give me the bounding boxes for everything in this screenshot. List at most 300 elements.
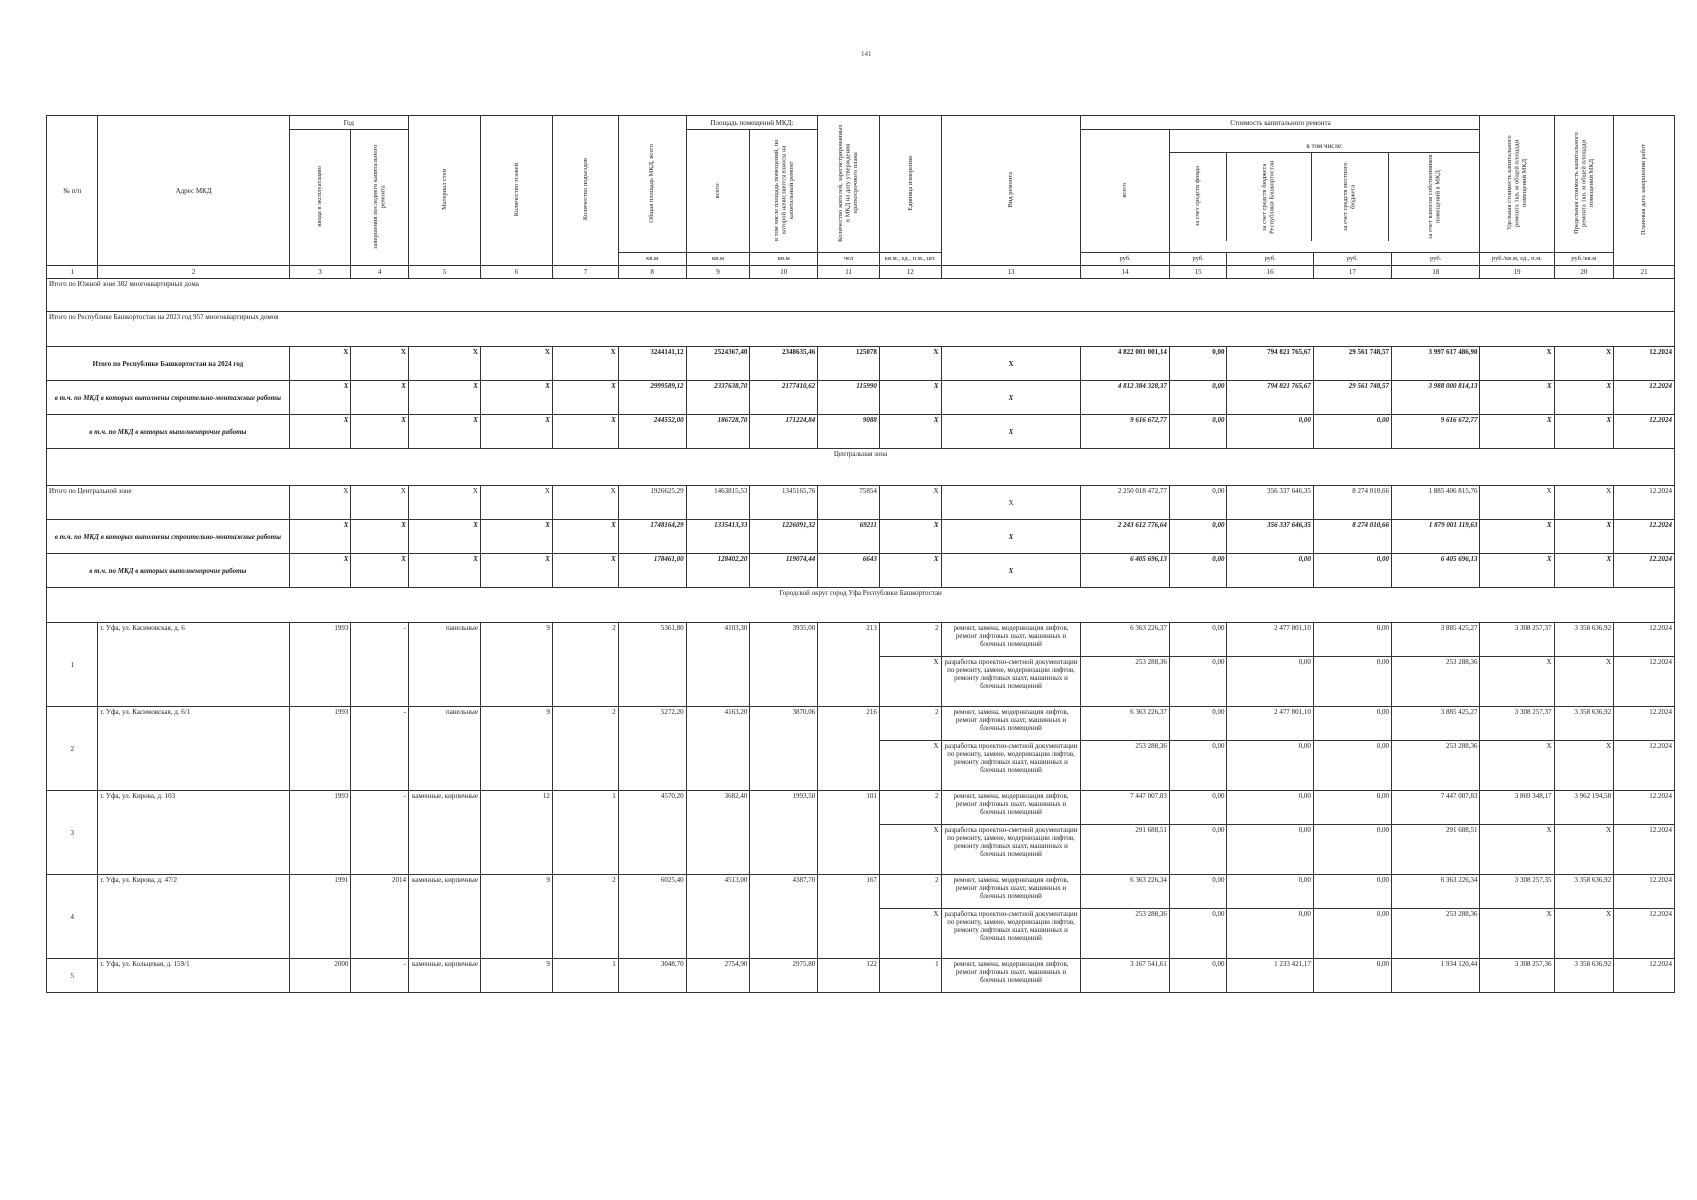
building-address: г. Уфа, ул. Касимовская, д. 6 [98,623,289,707]
x-mark: Х [941,486,1081,520]
building-address: г. Уфа, ул. Кирова, д. 103 [98,791,289,875]
area-all: 1335413,33 [686,520,750,554]
central-summary-row [47,520,1675,554]
cost-republic: 0,00 [1227,875,1313,909]
planned-date: 12.2024 [1614,657,1675,707]
cost-owners: 6 405 696,13 [1391,554,1480,588]
column-number: 11 [818,266,880,279]
limit-cost: Х [1554,741,1614,791]
cost-owners: 7 447 007,83 [1391,791,1480,825]
unit-republic: руб. [1227,253,1313,266]
column-number: 5 [408,266,480,279]
cost-fund: 0,00 [1169,554,1227,588]
summary-2024-row [47,381,1675,415]
x-mark: Х [480,381,552,415]
entrances: 1 [552,959,618,993]
cost-owners: 6 363 226,34 [1391,875,1480,909]
wall-material: панельные [408,707,480,791]
year-commission: 1993 [289,791,351,875]
unit-total-area: кв.м [618,253,686,266]
building-row [47,791,1675,825]
limit-cost: 3 358 636,92 [1554,707,1614,741]
cost-fund: 0,00 [1169,875,1227,909]
x-mark: Х [552,554,618,588]
building-row [47,707,1675,741]
residents: 75854 [818,486,880,520]
central-summary-row [47,486,1675,520]
unit-owners: руб. [1391,253,1480,266]
limit-cost: Х [1554,825,1614,875]
cost-local: 0,00 [1313,909,1391,959]
x-mark: Х [351,554,409,588]
x-mark: Х [408,486,480,520]
quantity: 2 [879,707,941,741]
cost-fund: 0,00 [1169,707,1227,741]
wall-material: каменные, кирпичные [408,791,480,875]
x-mark: Х [1480,554,1554,588]
residents: 167 [818,875,880,959]
total-area: 3048,70 [618,959,686,993]
ufa-row [47,588,1675,623]
unit-limit-cost: руб./кв.м [1554,253,1614,266]
quantity: 2 [879,623,941,657]
column-number: 1 [47,266,98,279]
cost-fund: 0,00 [1169,347,1227,381]
unit-cost: Х [1480,909,1554,959]
area-all: 4163,20 [686,707,750,791]
x-mark: Х [480,486,552,520]
header-floors: Количество этажей [512,162,520,217]
residents: 6643 [818,554,880,588]
cost-total: 6 363 226,37 [1081,623,1169,657]
x-mark: Х [408,381,480,415]
x-mark: Х [941,554,1081,588]
cost-owners: 253 288,36 [1391,741,1480,791]
column-number: 20 [1554,266,1614,279]
total-area: 3244141,12 [618,347,686,381]
building-row [47,959,1675,993]
x-mark: Х [351,486,409,520]
residents: 213 [818,623,880,707]
area-all: 2337638,70 [686,381,750,415]
cost-local: 8 274 010,66 [1313,486,1391,520]
republic-2023-row-label: Итого по Республике Башкортостан на 2023 год 957 многоквартирных домов [47,312,1675,347]
column-number: 2 [98,266,289,279]
cost-republic: 794 821 765,67 [1227,347,1313,381]
summary-label: в т.ч. по МКД в которых выполненпрочие работы [47,554,290,588]
floors: 9 [480,623,552,707]
unit-residents: чел [818,253,880,266]
unit-cost: 3 308 257,36 [1480,959,1554,993]
x-mark: Х [1480,415,1554,449]
x-mark: Х [351,415,409,449]
header-cost-fund: за счет средств фонда [1194,166,1202,227]
year-last-repair: - [351,959,409,993]
repair-type: разработка проектно-сметной документации по ремонту, замене, модернизации лифтов, ремонту лифтовых шахт, машинных и блочных помещений [941,657,1081,707]
header-wall-material: Материал стен [440,169,448,210]
central-zone-row-label: Центральная зона [47,449,1675,486]
planned-date: 12.2024 [1614,347,1675,381]
summary-label: в т.ч. по МКД в которых выполненпрочие работы [47,415,290,449]
unit-area-all: кв.м [686,253,750,266]
entrances: 2 [552,875,618,959]
building-address: г. Уфа, ул. Кирова, д. 47/2 [98,875,289,959]
repair-type: ремонт, замена, модернизация лифтов, ремонт лифтовых шахт, машинных и блочных помещений [941,707,1081,741]
planned-date: 12.2024 [1614,415,1675,449]
header-limit-cost: Предельная стоимость капитального ремонта 1кв. м общей площади помещений МКД [1572,132,1595,234]
cost-total: 2 243 612 776,64 [1081,520,1169,554]
cost-fund: 0,00 [1169,486,1227,520]
area-owners: 2348635,46 [750,347,818,381]
cost-fund: 0,00 [1169,791,1227,825]
repair-type: разработка проектно-сметной документации по ремонту, замене, модернизации лифтов, ремонту лифтовых шахт, машинных и блочных помещений [941,741,1081,791]
cost-total: 7 447 007,83 [1081,791,1169,825]
year-commission: 1991 [289,875,351,959]
header-incl-cell [1169,130,1480,253]
x-mark: Х [879,381,941,415]
summary-label: Итого по Республике Башкортостан на 2024 год [47,347,290,381]
limit-cost: 3 962 194,58 [1554,791,1614,825]
total-area: 178461,00 [618,554,686,588]
floors: 9 [480,959,552,993]
cost-republic: 1 233 421,17 [1227,959,1313,993]
building-address: г. Уфа, ул. Кольцевая, д. 159/1 [98,959,289,993]
cost-republic: 0,00 [1227,825,1313,875]
residents: 69211 [818,520,880,554]
x-mark: Х [1554,486,1614,520]
column-number: 6 [480,266,552,279]
column-number: 14 [1081,266,1169,279]
x-mark: Х [879,486,941,520]
quantity: Х [879,825,941,875]
planned-date: 12.2024 [1614,486,1675,520]
area-all: 3682,40 [686,791,750,875]
capital-repair-table [46,115,1675,993]
republic-2023-row [47,312,1675,347]
area-all: 128402,20 [686,554,750,588]
cost-local: 0,00 [1313,707,1391,741]
building-number: 1 [47,623,98,707]
cost-local: 0,00 [1313,554,1391,588]
header-cost-owners: за счет взносов собственников помещений в МКД [1426,154,1442,239]
planned-date: 12.2024 [1614,741,1675,791]
cost-local: 0,00 [1313,415,1391,449]
cost-local: 0,00 [1313,657,1391,707]
cost-local: 0,00 [1313,875,1391,909]
unit-area-owners: кв.м [750,253,818,266]
cost-total: 6 363 226,34 [1081,875,1169,909]
column-number: 19 [1480,266,1554,279]
cost-fund: 0,00 [1169,909,1227,959]
x-mark: Х [552,415,618,449]
cost-owners: 1 885 406 815,76 [1391,486,1480,520]
column-number: 16 [1227,266,1313,279]
cost-fund: 0,00 [1169,741,1227,791]
limit-cost: 3 358 636,92 [1554,875,1614,909]
x-mark: Х [289,415,351,449]
year-last-repair: 2014 [351,875,409,959]
year-commission: 1993 [289,707,351,791]
south-total-row [47,279,1675,312]
x-mark: Х [1554,554,1614,588]
cost-owners: 253 288,36 [1391,657,1480,707]
cost-total: 9 616 672,77 [1081,415,1169,449]
x-mark: Х [552,486,618,520]
unit-local: руб. [1313,253,1391,266]
header-unit-cost: Удельная стоимость капитального ремонта 1кв. м общей площади помещений МКД [1505,135,1528,231]
quantity: 2 [879,875,941,909]
x-mark: Х [351,381,409,415]
central-summary-row [47,554,1675,588]
quantity: Х [879,741,941,791]
unit-cost: 3 869 348,17 [1480,791,1554,825]
total-area: 1748164,29 [618,520,686,554]
total-area: 5272,20 [618,707,686,791]
ufa-row-label: Городской округ город Уфа Республики Башкортостан [47,588,1675,623]
x-mark: Х [408,347,480,381]
planned-date: 12.2024 [1614,554,1675,588]
cost-fund: 0,00 [1169,520,1227,554]
unit-cost: 3 308 257,35 [1480,875,1554,909]
cost-republic: 0,00 [1227,554,1313,588]
x-mark: Х [552,381,618,415]
x-mark: Х [351,520,409,554]
x-mark: Х [480,554,552,588]
x-mark: Х [941,520,1081,554]
repair-type: ремонт, замена, модернизация лифтов, ремонт лифтовых шахт, машинных и блочных помещений [941,791,1081,825]
cost-fund: 0,00 [1169,415,1227,449]
x-mark: Х [879,415,941,449]
building-row [47,623,1675,657]
planned-date: 12.2024 [1614,825,1675,875]
year-commission: 1993 [289,623,351,707]
cost-fund: 0,00 [1169,381,1227,415]
unit-cost: 3 308 257,37 [1480,707,1554,741]
total-area: 244552,00 [618,415,686,449]
planned-date: 12.2024 [1614,623,1675,657]
cost-fund: 0,00 [1169,657,1227,707]
cost-local: 0,00 [1313,741,1391,791]
x-mark: Х [289,347,351,381]
x-mark: Х [480,520,552,554]
residents: 101 [818,791,880,875]
cost-republic: 2 477 801,10 [1227,707,1313,741]
unit-cost: Х [1480,825,1554,875]
header-unit: Единица измерения [906,155,914,211]
column-number: 8 [618,266,686,279]
area-owners: 171224,84 [750,415,818,449]
column-number: 10 [750,266,818,279]
area-owners: 2177410,62 [750,381,818,415]
cost-republic: 794 821 765,67 [1227,381,1313,415]
central-zone-row [47,449,1675,486]
cost-fund: 0,00 [1169,959,1227,993]
cost-owners: 3 885 425,27 [1391,623,1480,657]
area-all: 186728,70 [686,415,750,449]
repair-type: разработка проектно-сметной документации по ремонту, замене, модернизации лифтов, ремонту лифтовых шахт, машинных и блочных помещений [941,909,1081,959]
cost-republic: 356 337 646,35 [1227,520,1313,554]
unit-cost: Х [1480,741,1554,791]
cost-total: 4 812 384 328,37 [1081,381,1169,415]
cost-local: 0,00 [1313,825,1391,875]
residents: 216 [818,707,880,791]
planned-date: 12.2024 [1614,909,1675,959]
floors: 9 [480,707,552,791]
x-mark: Х [480,415,552,449]
x-mark: Х [552,347,618,381]
unit-cost: Х [1480,657,1554,707]
cost-republic: 0,00 [1227,791,1313,825]
cost-total: 6 405 696,13 [1081,554,1169,588]
column-number: 12 [879,266,941,279]
column-number: 18 [1391,266,1480,279]
header-premises-owners: в том числе площадь помещений, по которой начисляются взносы на капитальный ремонт [772,139,795,241]
planned-date: 12.2024 [1614,791,1675,825]
cost-total: 253 288,36 [1081,741,1169,791]
cost-republic: 0,00 [1227,741,1313,791]
cost-republic: 2 477 801,10 [1227,623,1313,657]
floors: 9 [480,875,552,959]
building-number: 5 [47,959,98,993]
x-mark: Х [1554,415,1614,449]
x-mark: Х [1480,520,1554,554]
cost-republic: 356 337 646,35 [1227,486,1313,520]
area-all: 1463815,53 [686,486,750,520]
building-row [47,875,1675,909]
year-last-repair: - [351,707,409,791]
x-mark: Х [879,347,941,381]
unit-cost-total: руб. [1081,253,1169,266]
year-commission: 2000 [289,959,351,993]
area-all: 2524367,40 [686,347,750,381]
column-number: 21 [1614,266,1675,279]
summary-2024-row [47,415,1675,449]
cost-total: 253 288,36 [1081,657,1169,707]
header-planned-date: Плановая дата завершения работ [1640,143,1648,236]
header-residents: Количество жителей, зарегистрированных в МКД на дату утверждения краткосрочного плана [837,124,860,242]
building-address: г. Уфа, ул. Касимовская, д. 6/1 [98,707,289,791]
total-area: 6025,40 [618,875,686,959]
header-year-last-repair: завершения последнего капитального ремонта [372,144,387,249]
x-mark: Х [289,554,351,588]
cost-total: 253 288,36 [1081,909,1169,959]
cost-owners: 1 934 120,44 [1391,959,1480,993]
total-area: 2999589,12 [618,381,686,415]
cost-total: 6 363 226,37 [1081,707,1169,741]
cost-total: 4 822 001 001,14 [1081,347,1169,381]
column-number: 4 [351,266,409,279]
wall-material: каменные, кирпичные [408,959,480,993]
cost-republic: 0,00 [1227,909,1313,959]
x-mark: Х [289,486,351,520]
unit-unit-cost: руб./кв.м, ед., п.м. [1480,253,1554,266]
x-mark: Х [941,415,1081,449]
area-owners: 1226091,32 [750,520,818,554]
entrances: 1 [552,791,618,875]
residents: 122 [818,959,880,993]
wall-material: панельные [408,623,480,707]
planned-date: 12.2024 [1614,381,1675,415]
area-owners: 4387,70 [750,875,818,959]
building-number: 4 [47,875,98,959]
cost-owners: 291 688,51 [1391,825,1480,875]
quantity: Х [879,657,941,707]
unit-unit: кв.м., ед., п.м., шт. [879,253,941,266]
header-cost-local: за счет средств местного бюджета [1342,162,1357,231]
header-year: Год [289,116,408,130]
limit-cost: 3 358 636,92 [1554,959,1614,993]
cost-republic: 0,00 [1227,657,1313,707]
entrances: 2 [552,707,618,791]
column-number: 3 [289,266,351,279]
repair-type: ремонт, замена, модернизация лифтов, ремонт лифтовых шахт, машинных и блочных помещений [941,875,1081,909]
x-mark: Х [289,381,351,415]
x-mark: Х [351,347,409,381]
repair-type: ремонт, замена, модернизация лифтов, ремонт лифтовых шахт, машинных и блочных помещений [941,959,1081,993]
header-cost-group: Стоимость капитального ремонта [1081,116,1480,130]
cost-owners: 3 885 425,27 [1391,707,1480,741]
wall-material: каменные, кирпичные [408,875,480,959]
area-owners: 119074,44 [750,554,818,588]
x-mark: Х [941,381,1081,415]
repair-type: разработка проектно-сметной документации по ремонту, замене, модернизации лифтов, ремонту лифтовых шахт, машинных и блочных помещений [941,825,1081,875]
year-last-repair: - [351,623,409,707]
area-owners: 1993,50 [750,791,818,875]
quantity: 2 [879,791,941,825]
repair-type: ремонт, замена, модернизация лифтов, ремонт лифтовых шахт, машинных и блочных помещений [941,623,1081,657]
cost-local: 8 274 010,66 [1313,520,1391,554]
total-area: 4570,20 [618,791,686,875]
x-mark: Х [552,520,618,554]
planned-date: 12.2024 [1614,959,1675,993]
header-repair-type: Вид ремонта [1007,171,1015,208]
cost-owners: 3 988 000 814,13 [1391,381,1480,415]
cost-local: 29 561 748,57 [1313,381,1391,415]
page-number: 141 [861,50,872,58]
column-number: 9 [686,266,750,279]
floors: 12 [480,791,552,875]
x-mark: Х [289,520,351,554]
cost-owners: 3 997 617 486,90 [1391,347,1480,381]
planned-date: 12.2024 [1614,520,1675,554]
x-mark: Х [1554,520,1614,554]
header-no: № п/п [47,116,98,266]
cost-republic: 0,00 [1227,415,1313,449]
residents: 115990 [818,381,880,415]
entrances: 2 [552,623,618,707]
cost-total: 2 250 018 472,77 [1081,486,1169,520]
quantity: 1 [879,959,941,993]
area-owners: 3870,06 [750,707,818,791]
area-all: 4103,30 [686,623,750,707]
residents: 9088 [818,415,880,449]
area-owners: 3935,00 [750,623,818,707]
x-mark: Х [879,554,941,588]
summary-label: Итого по Центральной зоне [47,486,290,520]
cost-total: 291 688,51 [1081,825,1169,875]
column-number: 13 [941,266,1081,279]
total-area: 5361,80 [618,623,686,707]
cost-fund: 0,00 [1169,825,1227,875]
area-owners: 2975,80 [750,959,818,993]
x-mark: Х [1480,381,1554,415]
cost-fund: 0,00 [1169,623,1227,657]
header-cost-republic: за счет средств бюджета Республики Башкортостан [1261,159,1276,234]
cost-local: 0,00 [1313,959,1391,993]
cost-owners: 1 879 001 119,63 [1391,520,1480,554]
x-mark: Х [408,415,480,449]
x-mark: Х [408,520,480,554]
